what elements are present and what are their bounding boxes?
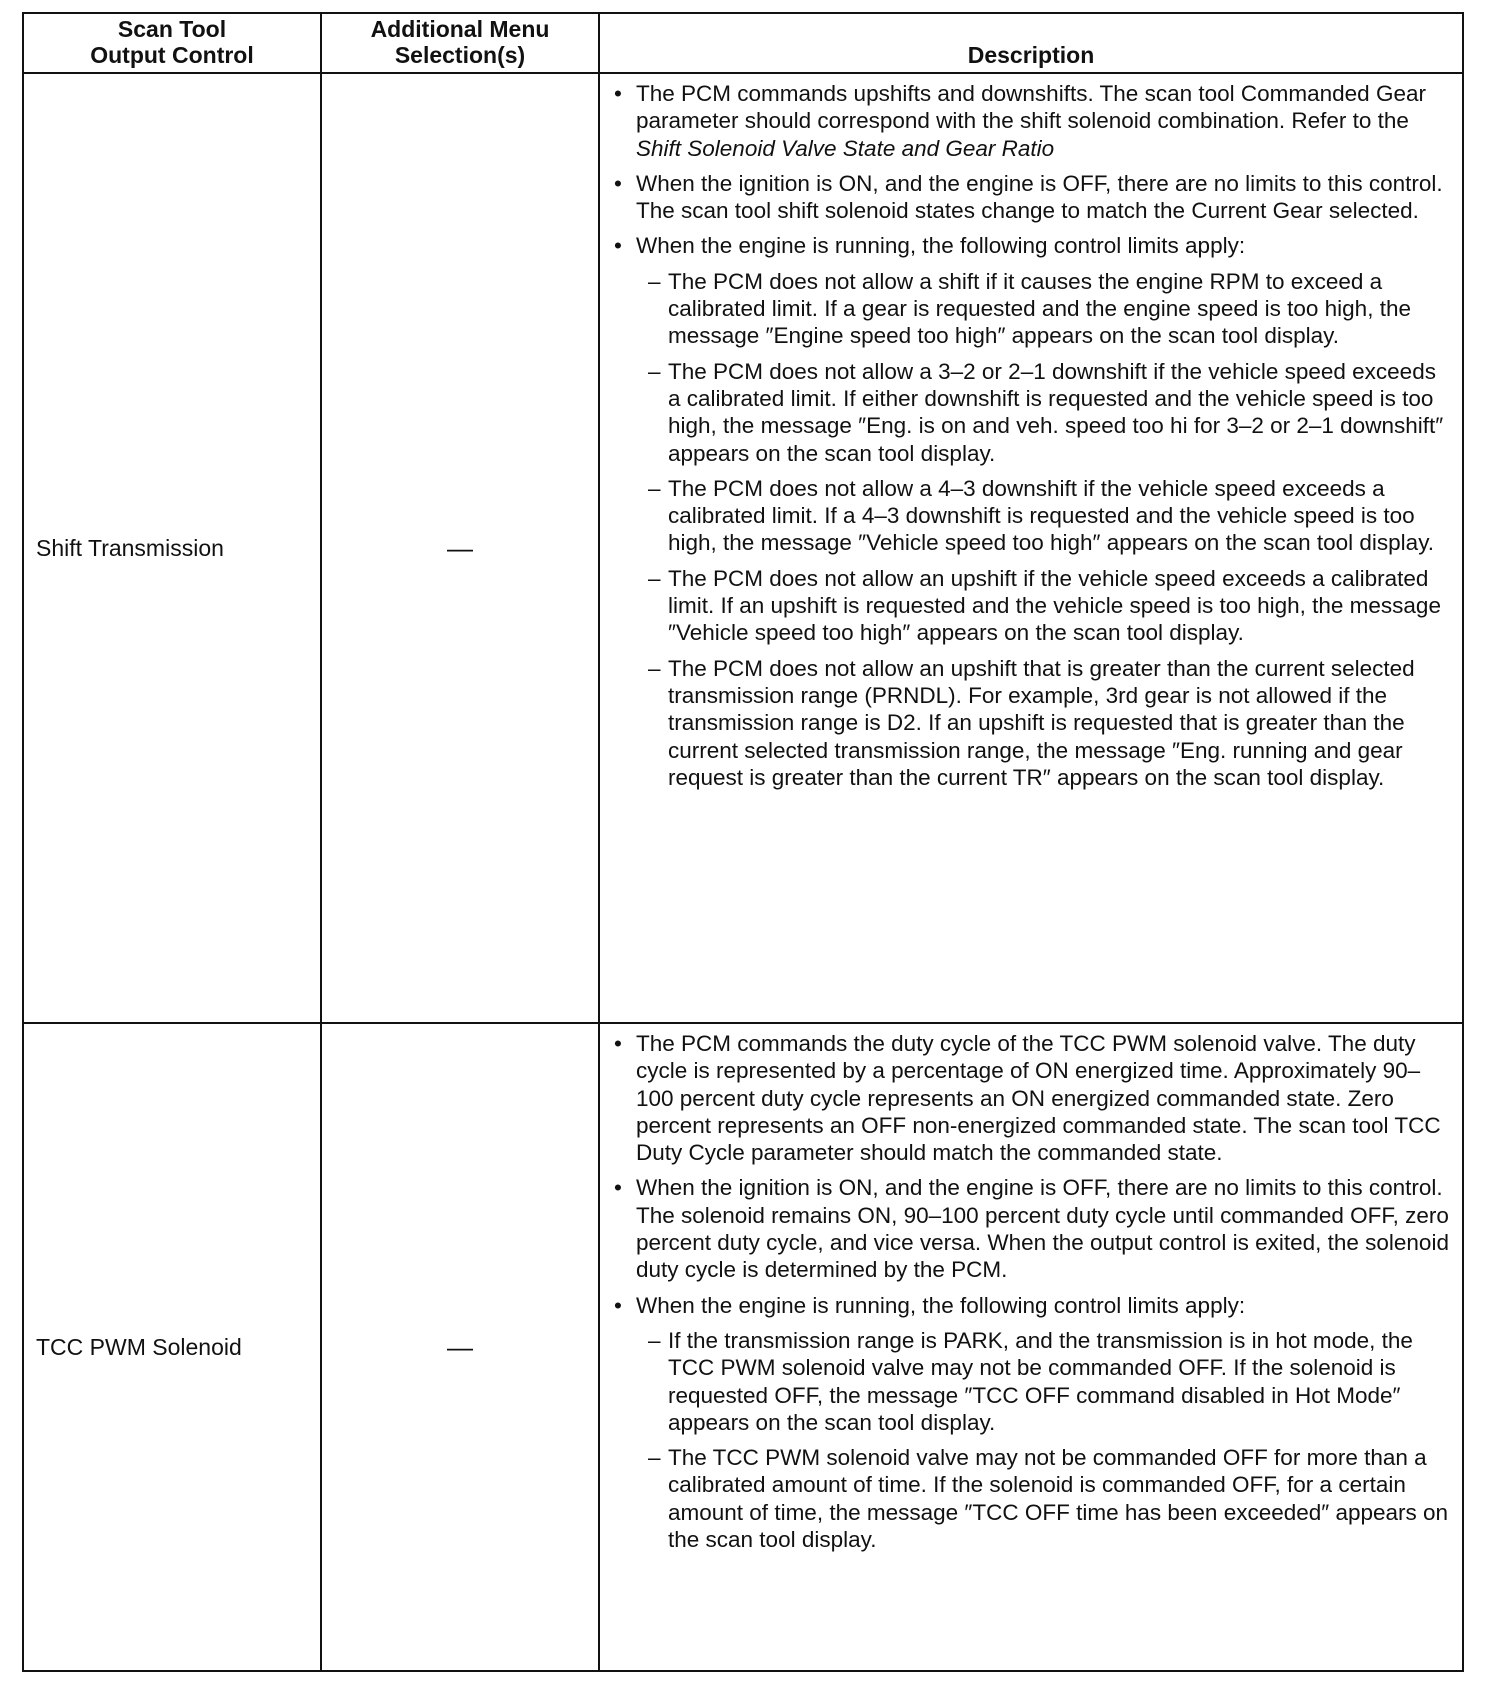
description-sub-item: – The TCC PWM solenoid valve may not be commanded OFF for more than a calibrated amount of time. If the solenoid is commanded OFF, for a certain amount of time, the message ″TCC OFF time has been exceeded″ appears on the scan tool display. (668, 1444, 1454, 1553)
table-row (23, 73, 1463, 1023)
description-sub-item: – The PCM does not allow a 4–3 downshift if the vehicle speed exceeds a calibrated limit. If a 4–3 downshift is requested and the vehicle speed is too high, the message ″Vehicle speed too high″ appears on the scan tool display. (668, 475, 1454, 557)
bullet-text: The PCM commands upshifts and downshifts. The scan tool Commanded Gear parameter should correspond with the shift solenoid combination. Refer to the (636, 81, 1426, 134)
header-scan-tool-output-control (23, 13, 321, 73)
description-sub-item: – If the transmission range is PARK, and the transmission is in hot mode, the TCC PWM solenoid valve may not be commanded OFF. If the solenoid is requested OFF, the message ″TCC OFF command disabled in Hot Mode″ appears on the scan tool display. (668, 1327, 1454, 1436)
menu-cell (321, 1023, 599, 1671)
control-name: Shift Transmission (23, 73, 321, 1023)
header-col1-line1: Scan Tool (117, 16, 227, 42)
description-sub-item: – The PCM does not allow an upshift that is greater than the current selected transmission range (PRNDL). For example, 3rd gear is not allowed if the transmission range is D2. If an upshift is requested that is greater than the current selected transmission range, the message ″Eng. running and gear request is greater than the current TR″ appears on the scan tool display. (668, 655, 1454, 791)
table-row (23, 1023, 1463, 1671)
header-row (23, 13, 1463, 73)
description-cell (599, 1023, 1463, 1671)
description-bullet: • The PCM commands the duty cycle of the TCC PWM solenoid valve. The duty cycle is represented by a percentage of ON energized time. Approximately 90–100 percent duty cycle represents an ON energized commanded state. Zero percent represents an OFF non-energized commanded state. The scan tool TCC Duty Cycle parameter should match the commanded state. (636, 1030, 1454, 1166)
description-sub-item: – The PCM does not allow a shift if it causes the engine RPM to exceed a calibrated limit. If a gear is requested and the engine speed is too high, the message ″Engine speed too high″ appears on the scan tool display. (668, 268, 1454, 350)
header-col2-line1: Additional Menu (370, 16, 550, 42)
menu-selection: — (447, 1331, 473, 1362)
header-col1-line2: Output Control (90, 42, 254, 68)
description-cell (599, 73, 1463, 1023)
description-bullet: • When the engine is running, the following control limits apply: (636, 232, 1454, 259)
menu-selection: — (447, 532, 473, 563)
description-bullet: • When the ignition is ON, and the engine is OFF, there are no limits to this control. The scan tool shift solenoid states change to match the Current Gear selected. (636, 170, 1454, 225)
description-sub-item: – The PCM does not allow an upshift if the vehicle speed exceeds a calibrated limit. If an upshift is requested and the vehicle speed is too high, the message ″Vehicle speed too high″ appears on the scan tool display. (668, 565, 1454, 647)
control-name: TCC PWM Solenoid (23, 1023, 321, 1671)
description-bullet: • When the ignition is ON, and the engine is OFF, there are no limits to this control. The solenoid remains ON, 90–100 percent duty cycle until commanded OFF, zero percent duty cycle, and vice versa. When the output control is exited, the solenoid duty cycle is determined by the PCM. (636, 1174, 1454, 1283)
header-col2-line2: Selection(s) (394, 42, 526, 68)
description-bullet: • When the engine is running, the following control limits apply: (636, 1292, 1454, 1319)
bullet-reference: Shift Solenoid Valve State and Gear Ratio (636, 135, 1055, 161)
menu-cell (321, 73, 599, 1023)
output-control-table (22, 12, 1464, 1672)
description-sub-item: – The PCM does not allow a 3–2 or 2–1 downshift if the vehicle speed exceeds a calibrated limit. If either downshift is requested and the vehicle speed is too high, the message ″Eng. is on and veh. speed too hi for 3–2 or 2–1 downshift″ appears on the scan tool display. (668, 358, 1454, 467)
header-additional-menu-selections (321, 13, 599, 73)
header-description: Description (599, 13, 1463, 73)
description-bullet (636, 80, 1454, 162)
